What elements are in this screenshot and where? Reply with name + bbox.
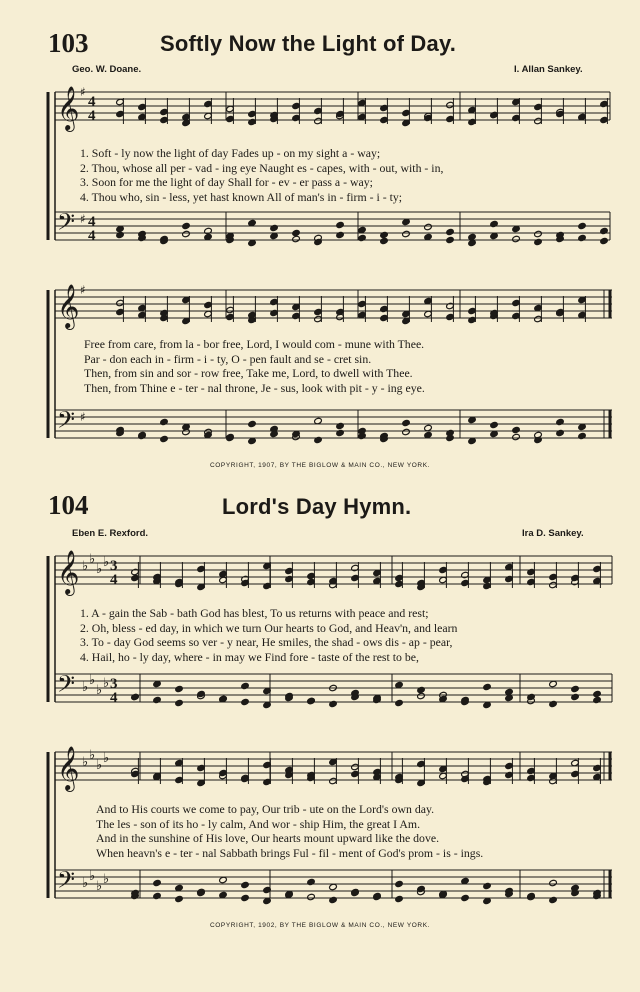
note-head bbox=[336, 231, 345, 238]
note-head bbox=[417, 686, 426, 693]
time-sig-top: 4 bbox=[88, 214, 96, 230]
note-head bbox=[593, 696, 602, 703]
svg-text:♭: ♭ bbox=[103, 872, 110, 887]
note-head bbox=[417, 692, 426, 699]
hymn-103-words-credit: Geo. W. Doane. bbox=[72, 64, 142, 75]
svg-text:♯: ♯ bbox=[80, 85, 86, 99]
time-sig-bottom: 4 bbox=[88, 108, 96, 124]
verse-3: 3. To - day God seems so ver - y near, He smiles, the shad - ows dis - ap - pear, bbox=[80, 635, 453, 649]
note-head bbox=[241, 881, 250, 888]
verse-4: Then, from Thine e - ter - nal throne, Je - sus, look with pit - y - ing eye. bbox=[84, 380, 425, 395]
note-head bbox=[248, 420, 257, 427]
note-head bbox=[600, 227, 609, 234]
bass-clef-icon: 𝄢 bbox=[57, 670, 76, 703]
hymn-103-copyright: COPYRIGHT, 1907, BY THE BIGLOW & MAIN CO., NEW YORK. bbox=[209, 462, 431, 469]
note-head bbox=[571, 685, 580, 692]
svg-text:♭: ♭ bbox=[96, 879, 103, 894]
time-sig-bottom: 4 bbox=[110, 572, 118, 588]
note-head bbox=[175, 699, 184, 706]
hymn-104-verses-line-2 bbox=[96, 802, 624, 860]
verse-2: The les - son of its ho - ly calm, And wor - ship Him, the great I Am. bbox=[96, 816, 421, 831]
hymn-103-verses-line-1 bbox=[80, 146, 608, 204]
svg-text:♭: ♭ bbox=[82, 755, 89, 770]
treble-clef-icon: 𝄞 bbox=[57, 550, 80, 594]
note-head bbox=[241, 682, 250, 689]
hymn-103-music-credit: I. Allan Sankey. bbox=[514, 64, 583, 75]
note-head bbox=[490, 421, 499, 428]
note-head bbox=[534, 238, 543, 245]
treble-clef-icon: 𝄞 bbox=[57, 284, 80, 328]
note-head bbox=[204, 227, 213, 234]
note-head bbox=[380, 237, 389, 244]
svg-text:♭: ♭ bbox=[89, 673, 96, 688]
svg-text:♭: ♭ bbox=[82, 559, 89, 574]
bass-clef-icon: 𝄢 bbox=[57, 208, 76, 241]
note-head bbox=[153, 696, 162, 703]
note-head bbox=[241, 698, 250, 705]
hymn-103-number: 103 bbox=[48, 28, 89, 58]
note-head bbox=[578, 234, 587, 241]
time-sig-bottom: 4 bbox=[110, 690, 118, 706]
svg-text:♯: ♯ bbox=[80, 283, 86, 297]
verse-4: When heavn's e - ter - nal Sabbath brings Ful - fil - ment of God's prom - is - ings. bbox=[96, 845, 484, 860]
hymn-104-copyright: COPYRIGHT, 1902, BY THE BIGLOW & MAIN CO., NEW YORK. bbox=[209, 922, 431, 929]
note-head bbox=[578, 432, 587, 439]
hymn-104-number: 104 bbox=[48, 490, 89, 520]
note-head bbox=[446, 228, 455, 235]
note-head bbox=[512, 426, 521, 433]
note-head bbox=[314, 436, 323, 443]
note-head bbox=[358, 234, 367, 241]
bass-clef-icon: 𝄢 bbox=[57, 406, 76, 439]
note-head bbox=[395, 895, 404, 902]
time-sig-top: 3 bbox=[110, 676, 118, 692]
note-head bbox=[307, 893, 316, 900]
note-head bbox=[600, 237, 609, 244]
svg-text:♯: ♯ bbox=[80, 410, 86, 424]
note-head bbox=[160, 435, 169, 442]
svg-text:♭: ♭ bbox=[103, 751, 110, 766]
note-head bbox=[556, 418, 565, 425]
note-head bbox=[329, 896, 338, 903]
verse-1: Free from care, from la - bor free, Lord, I would com - mune with Thee. bbox=[84, 337, 425, 351]
note-head bbox=[402, 230, 411, 237]
svg-text:♭: ♭ bbox=[82, 876, 89, 891]
note-head bbox=[175, 895, 184, 902]
note-head bbox=[593, 690, 602, 697]
note-head bbox=[571, 693, 580, 700]
note-head bbox=[490, 220, 499, 227]
note-head bbox=[483, 882, 492, 889]
hymn-104-music-credit: Ira D. Sankey. bbox=[522, 528, 584, 539]
svg-text:♭: ♭ bbox=[82, 680, 89, 695]
note-head bbox=[380, 231, 389, 238]
verse-3: And in the sunshine of His love, Our hearts mount upward like the dove. bbox=[96, 831, 440, 845]
verse-4: 4. Hail, ho - ly day, where - in may we Find fore - taste of the rest to be, bbox=[80, 649, 419, 664]
hymn-104-title: Lord's Day Hymn. bbox=[222, 494, 412, 519]
note-head bbox=[534, 230, 543, 237]
note-head bbox=[556, 429, 565, 436]
note-head bbox=[153, 892, 162, 899]
svg-text:♯: ♯ bbox=[80, 212, 86, 226]
verse-1: 1. A - gain the Sab - bath God has blest, To us returns with peace and rest; bbox=[80, 606, 429, 620]
note-head bbox=[402, 419, 411, 426]
hymn-104-words-credit: Eben E. Rexford. bbox=[72, 528, 149, 539]
hymn-103-title: Softly Now the Light of Day. bbox=[160, 31, 457, 56]
note-head bbox=[512, 235, 521, 242]
bass-clef-icon: 𝄢 bbox=[57, 866, 76, 899]
time-sig-top: 4 bbox=[88, 94, 96, 110]
time-sig-top: 3 bbox=[110, 558, 118, 574]
note-head bbox=[395, 699, 404, 706]
verse-1: 1. Soft - ly now the light of day Fades up - on my sight a - way; bbox=[80, 146, 381, 160]
note-head bbox=[153, 879, 162, 886]
svg-text:♭: ♭ bbox=[89, 748, 96, 763]
note-head bbox=[182, 230, 191, 237]
note-head bbox=[329, 700, 338, 707]
note-head bbox=[175, 685, 184, 692]
note-head bbox=[461, 894, 470, 901]
svg-text:♭: ♭ bbox=[89, 869, 96, 884]
treble-clef-icon: 𝄞 bbox=[57, 746, 80, 790]
verse-3: 3. Soon for me the light of day Shall for - ev - er pass a - way; bbox=[80, 175, 373, 189]
note-head bbox=[336, 429, 345, 436]
verse-2: 2. Thou, whose all per - vad - ing eye Naught es - capes, with - out, with - in, bbox=[80, 160, 444, 175]
note-head bbox=[131, 693, 140, 700]
note-head bbox=[241, 894, 250, 901]
note-head bbox=[182, 222, 191, 229]
time-sig-bottom: 4 bbox=[88, 228, 96, 244]
note-head bbox=[549, 896, 558, 903]
note-head bbox=[549, 700, 558, 707]
note-head bbox=[483, 683, 492, 690]
svg-text:♭: ♭ bbox=[89, 552, 96, 567]
note-head bbox=[446, 236, 455, 243]
note-head bbox=[578, 222, 587, 229]
svg-text:♭: ♭ bbox=[96, 758, 103, 773]
note-head bbox=[336, 422, 345, 429]
verse-2: Par - don each in - firm - i - ty, O - pen fault and se - cret sin. bbox=[84, 351, 372, 366]
note-head bbox=[292, 235, 301, 242]
verse-1: And to His courts we come to pay, Our trib - ute on the Lord's own day. bbox=[96, 802, 435, 816]
verse-3: Then, from sin and sor - row free, Take me, Lord, to dwell with Thee. bbox=[84, 366, 413, 380]
hymn-103-verses-line-2 bbox=[84, 337, 612, 395]
svg-text:♭: ♭ bbox=[103, 555, 110, 570]
note-head bbox=[336, 221, 345, 228]
note-head bbox=[424, 223, 433, 230]
verse-2: 2. Oh, bless - ed day, in which we turn Our hearts to God, and Heav'n, and learn bbox=[80, 620, 458, 635]
note-head bbox=[116, 231, 125, 238]
note-head bbox=[395, 880, 404, 887]
svg-text:♭: ♭ bbox=[96, 562, 103, 577]
verse-4: 4. Thou who, sin - less, yet hast known All of man's in - firm - i - ty; bbox=[80, 189, 403, 204]
note-head bbox=[292, 229, 301, 236]
svg-text:♭: ♭ bbox=[96, 683, 103, 698]
note-head bbox=[307, 878, 316, 885]
note-head bbox=[270, 224, 279, 231]
note-head bbox=[402, 428, 411, 435]
treble-clef-icon: 𝄞 bbox=[57, 86, 80, 130]
hymn-104-verses-line-1 bbox=[80, 606, 608, 664]
svg-text:♭: ♭ bbox=[103, 676, 110, 691]
note-head bbox=[160, 418, 169, 425]
note-head bbox=[512, 433, 521, 440]
note-head bbox=[549, 879, 558, 886]
